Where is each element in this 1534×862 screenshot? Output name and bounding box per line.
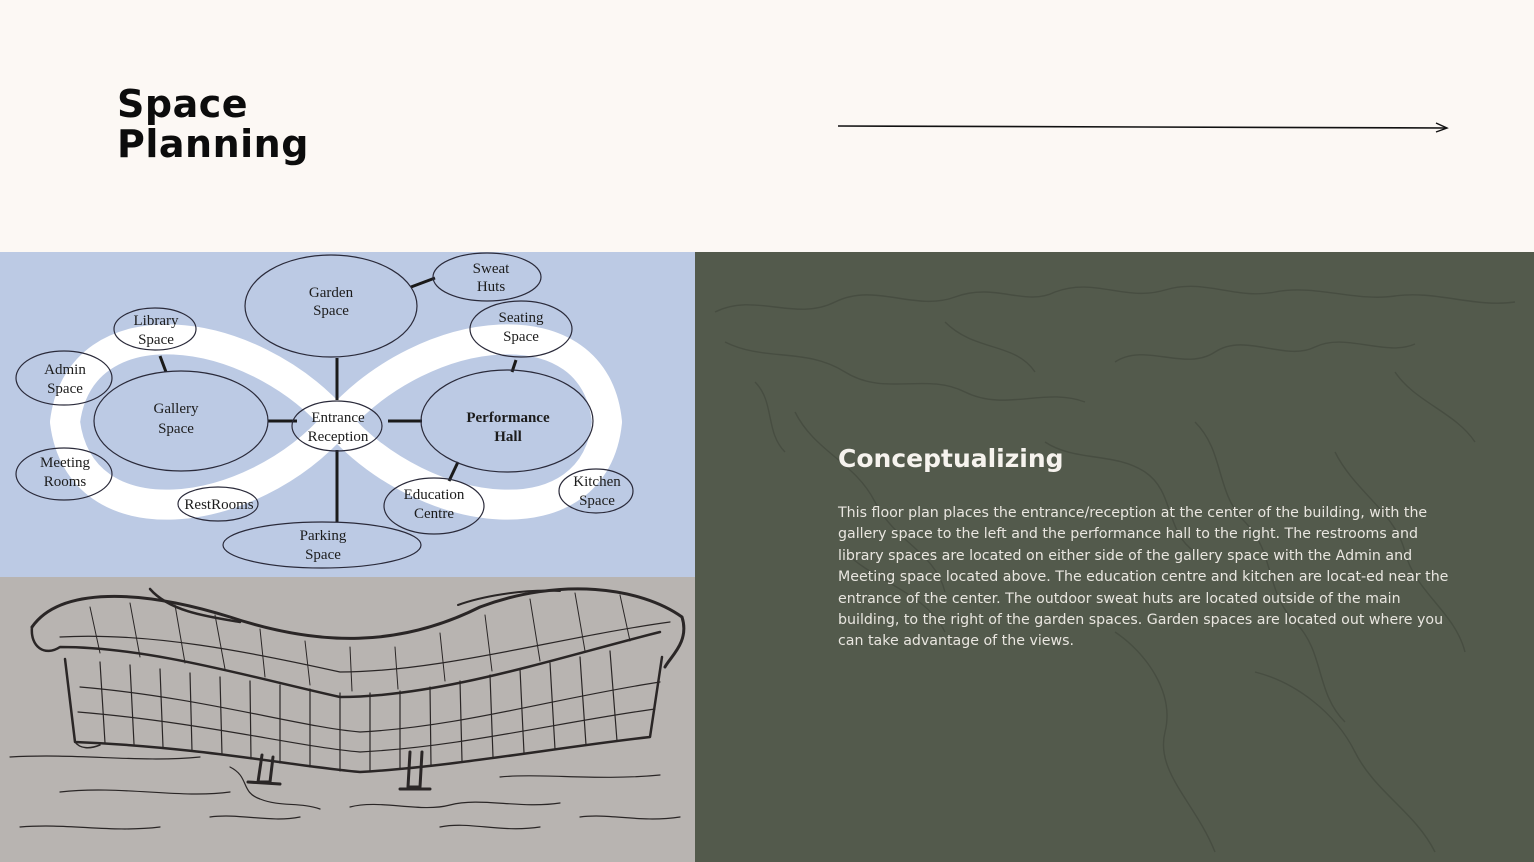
- node-parking: Parking Space: [299, 528, 347, 563]
- header: [0, 0, 1534, 252]
- bubble-diagram: [0, 252, 695, 577]
- node-sweat-huts: Sweat Huts: [472, 261, 510, 295]
- building-sketch: [0, 577, 695, 862]
- page-title: [117, 84, 309, 164]
- info-panel: [695, 252, 1534, 862]
- node-garden: Garden Space: [308, 285, 354, 319]
- node-meeting: Meeting Rooms: [40, 455, 90, 490]
- node-admin: Admin Space: [44, 362, 86, 397]
- node-kitchen: Kitchen Space: [573, 474, 621, 509]
- title-line-1: Space: [117, 82, 249, 126]
- description-text: This floor plan places the entrance/reception at the center of the building, with the gallery space to the left and the performance hall to the right. The restrooms and library spaces are located on either side of the gallery space with the Admin and Meeting space located above. The education centre and kitchen are locat-ed near the entrance of the center. The outdoor sweat huts are located outside of the main building, to the right of the garden spaces. Garden spaces are located out where you can take advantage of the views.: [838, 505, 1449, 650]
- right-arrow-icon: [836, 118, 1452, 138]
- title-line-2: Planning: [117, 122, 309, 166]
- node-restrooms: RestRooms: [184, 497, 254, 513]
- node-gallery: Gallery Space: [153, 401, 199, 437]
- section-heading: Conceptualizing: [838, 444, 1064, 473]
- node-education: Education Centre: [403, 487, 465, 522]
- node-performance: Performance Hall: [466, 410, 550, 445]
- node-library: Library Space: [133, 313, 179, 348]
- node-seating: Seating Space: [498, 310, 544, 345]
- node-entrance: Entrance Reception: [307, 410, 369, 445]
